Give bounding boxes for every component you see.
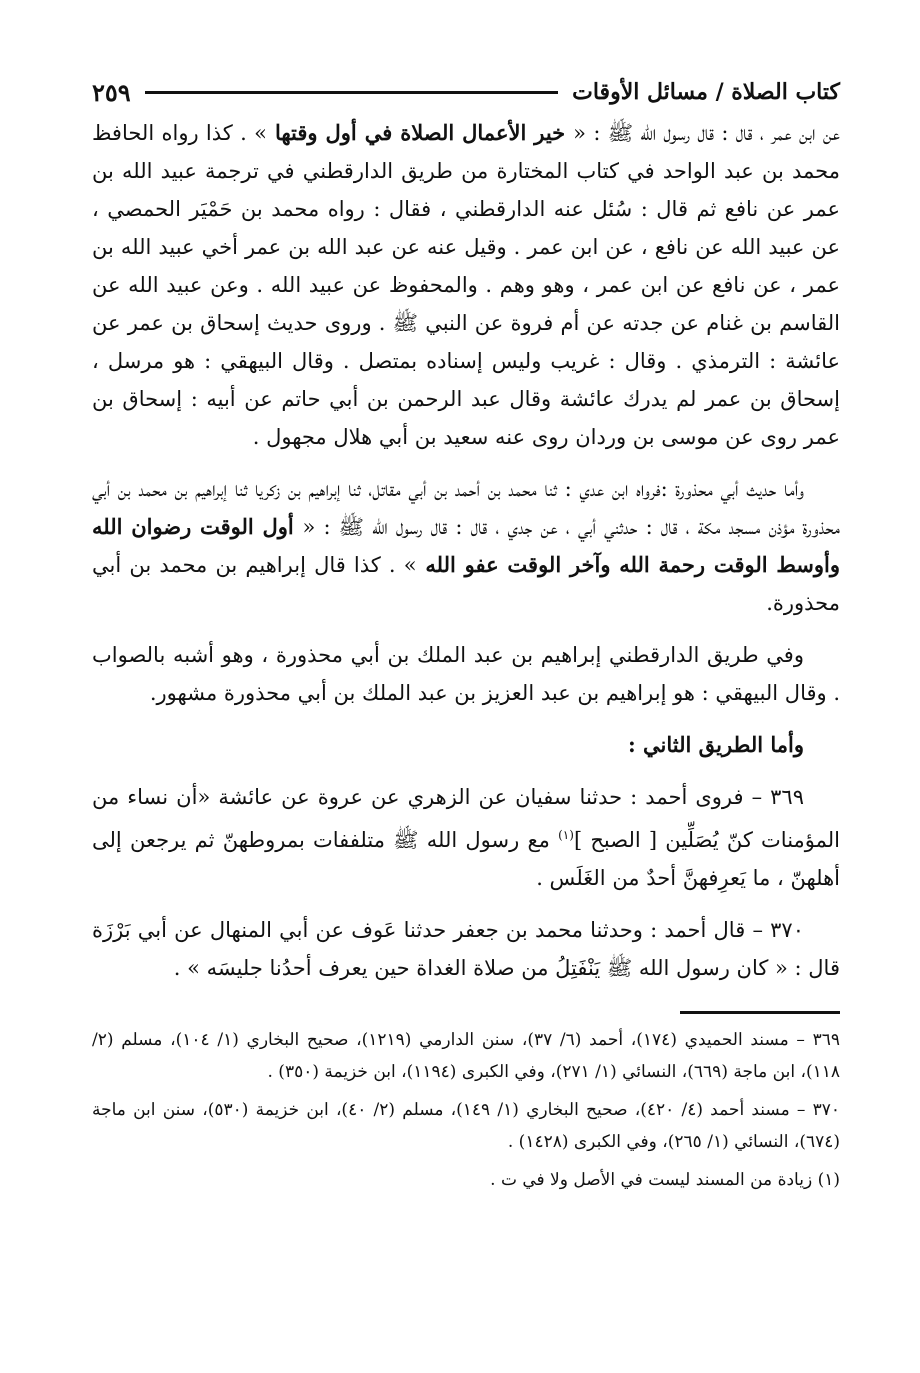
paragraph-text: » . كذا رواه الحافظ محمد بن عبد الواحد في كتاب المختارة من طريق الدارقطني في ترجمة عبيد الله بن عمر عن نافع ثم قال : سُئل عنه الدارقطني ، فقال : رواه محمد بن حَمْيَر الحمصي ، عن عبيد الله عن نافع ، عن ابن عمر . وقيل عنه عن عبد الله بن عمر أخي عبيد الله بن عمر ، عن نافع عن ابن عمر ، وهو وهم . والمحفوظ عن عبيد الله . وعن عبيد الله عن القاسم بن غنام عن جدته عن أم فروة عن النبي ﷺ . وروى حديث إسحاق بن عمر عن عائشة : الترمذي . وقال : غريب وليس إسناده بمتصل . وقال البيهقي : هو مرسل ، إسحاق بن عمر لم يدرك عائشة وقال عبد الرحمن بن أبي حاتم عن أبيه : إسحاق بن عمر روى عن موسى بن وردان روى عنه سعيد بن أبي هلال مجهول . (92, 121, 840, 449)
hadith-369 (92, 778, 840, 897)
section-heading: وأما الطريق الثاني : (627, 732, 804, 757)
page-header (92, 70, 840, 114)
header-rule (145, 91, 558, 94)
paragraph-abu-mahdhura (92, 470, 840, 622)
hadith-quote: خير الأعمال الصلاة في أول وقتها (266, 120, 574, 145)
main-text (92, 114, 840, 987)
footnote-divider (680, 1011, 840, 1014)
footnote-369: ٣٦٩ – مسند الحميدي (١٧٤)، أحمد (٦/ ٣٧)، سنن الدارمي (١٢١٩)، صحيح البخاري (١/ ١٠٤)، مسلم (٢/ ١١٨)، ابن ماجة (٦٦٩)، النسائي (١/ ٢٧١)، وفي الكبرى (١١٩٤)، ابن خزيمة (٣٥٠) . (92, 1030, 840, 1082)
footnotes (92, 1024, 840, 1196)
paragraph-ibn-umar (92, 114, 840, 456)
paragraph-daraqutni: وفي طريق الدارقطني إبراهيم بن عبد الملك بن أبي محذورة ، وهو أشبه بالصواب . وقال البيهقي : هو إبراهيم بن عبد العزيز بن عبد الملك بن أبي محذورة مشهور. (92, 643, 840, 705)
footnote-1: (١) زيادة من المسند ليست في الأصل ولا في ت . (490, 1170, 840, 1190)
paragraph-text: » . كذا قال إبراهيم بن محمد بن أبي محذورة. (92, 553, 840, 615)
paragraph-text: مع رسول الله ﷺ متلففات بمروطهنّ ثم يرجعن إلى أهلهنّ ، ما يَعرِفهنَّ أحدٌ من الغَلَس . (92, 828, 840, 890)
paragraph-text: وأما حديث أبي محذورة :فرواه ابن عدي : ثنا محمد بن أحمد بن أبي مقاتل، ثنا إبراهيم بن زكريا ثنا إبراهيم بن محمد بن أبي محذورة مؤذن مسجد مكة ، قال : حدثني أبي ، عن جدي ، قال : قال رسول الله ﷺ : « (92, 477, 840, 539)
book-page (92, 70, 840, 1202)
hadith-quote: أول الوقت رضوان الله وأوسط الوقت رحمة الله وآخر الوقت عفو الله (92, 514, 841, 577)
paragraph-text: عن ابن عمر ، قال : قال رسول الله ﷺ : « (573, 121, 841, 145)
footnote-reference[interactable]: (١) (558, 828, 574, 842)
hadith-370: ٣٧٠ – قال أحمد : وحدثنا محمد بن جعفر حدثنا عَوف عن أبي المنهال عن أبي بَرْزَة قال : « كان رسول الله ﷺ يَنْفَتِلُ من صلاة الغداة حين يعرف أحدُنا جليسَه » . (92, 918, 840, 980)
running-title: كتاب الصلاة / مسائل الأوقات (572, 79, 840, 105)
page-number: ٢٥٩ (92, 77, 131, 107)
footnote-370: ٣٧٠ – مسند أحمد (٤/ ٤٢٠)، صحيح البخاري (١/ ١٤٩)، مسلم (٢/ ٤٠)، ابن خزيمة (٥٣٠)، سنن ابن ماجة (٦٧٤)، النسائي (١/ ٢٦٥)، وفي الكبرى (١٤٢٨) . (92, 1100, 840, 1152)
paragraph-text: ٣٦٩ – فروى أحمد : حدثنا سفيان عن الزهري عن عروة عن عائشة «أن نساء من المؤمنات كنّ يُصَلِّين [ الصبح ] (92, 785, 840, 852)
